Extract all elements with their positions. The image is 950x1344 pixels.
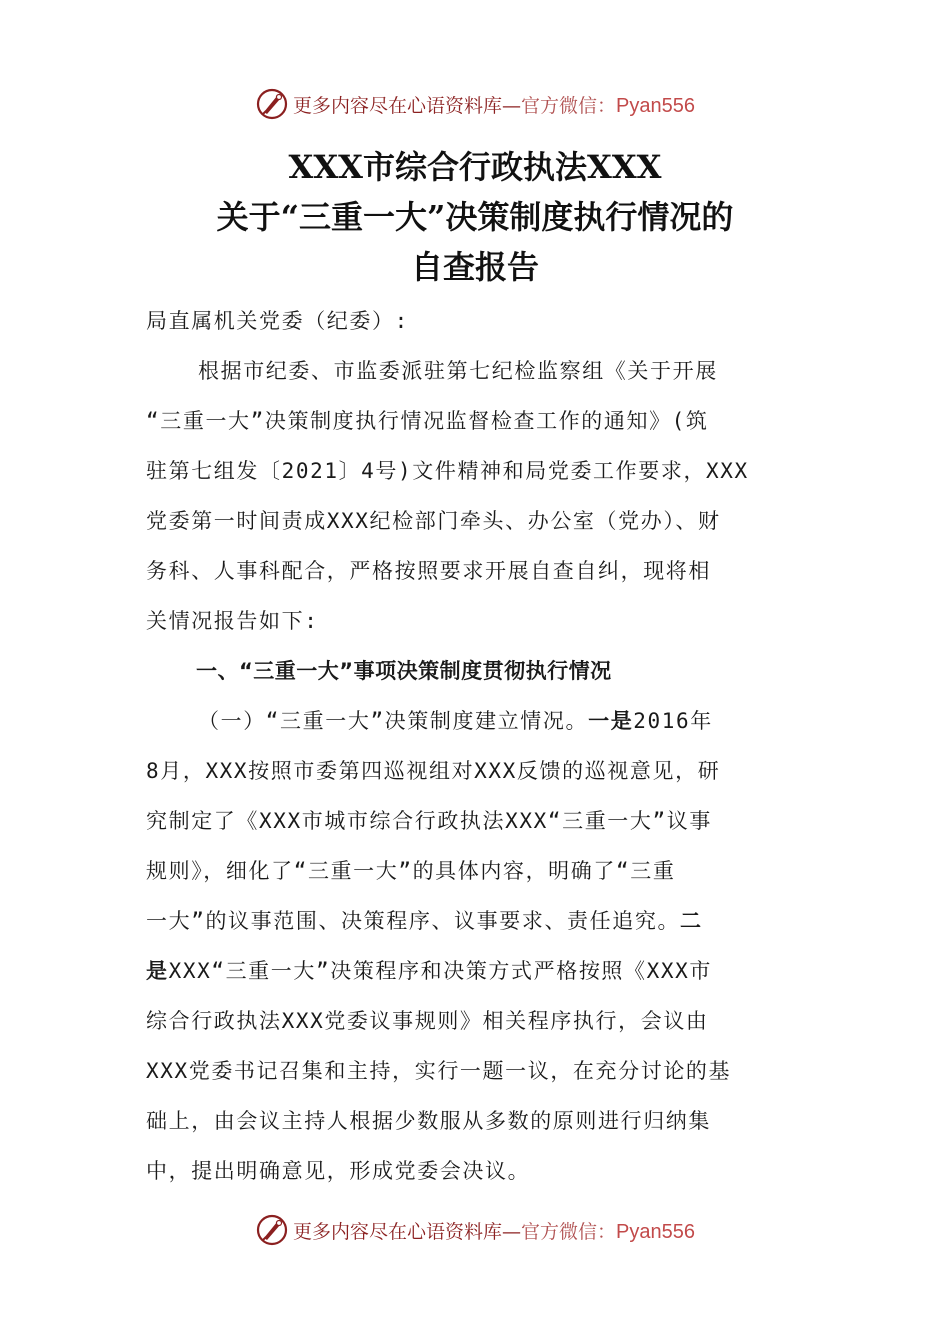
para1-line: 务科、人事科配合，严格按照要求开展自查自纠，现将相 <box>146 559 711 583</box>
quill-logo-icon <box>255 87 289 121</box>
salutation: 局直属机关党委（纪委）: <box>146 309 409 333</box>
watermark-bottom <box>0 1210 950 1250</box>
title-line-1: XXX市综合行政执法XXX <box>288 148 662 186</box>
para2-line: 是XXX“三重一大”决策程序和决策方式严格按照《XXX市 <box>146 959 712 983</box>
para1-line: “三重一大”决策制度执行情况监督检查工作的通知》(筑 <box>146 409 709 433</box>
para2-line: 础上，由会议主持人根据少数服从多数的原则进行归纳集 <box>146 1109 711 1133</box>
para1-line: 根据市纪委、市监委派驻第七纪检监察组《关于开展 <box>198 359 718 383</box>
para1-line: 党委第一时间责成XXX纪检部门牵头、办公室（党办）、财 <box>146 509 721 533</box>
title-line-3: 自查报告 <box>410 248 539 286</box>
document-title <box>0 142 950 292</box>
para1-line: 驻第七组发〔2021〕4号)文件精神和局党委工作要求，XXX <box>146 459 749 483</box>
watermark-text: 更多内容尽在心语资料库—官方微信：Pyan556 <box>293 94 695 117</box>
watermark-top <box>0 84 950 124</box>
para2-line: 综合行政执法XXX党委议事规则》相关程序执行，会议由 <box>146 1009 709 1033</box>
para2-line: XXX党委书记召集和主持，实行一题一议，在充分讨论的基 <box>146 1059 732 1083</box>
para2-line: 究制定了《XXX市城市综合行政执法XXX“三重一大”议事 <box>146 809 712 833</box>
para2-line: 规则》，细化了“三重一大”的具体内容，明确了“三重 <box>146 859 676 883</box>
watermark-text: 更多内容尽在心语资料库—官方微信：Pyan556 <box>293 1220 695 1243</box>
para2-line: 中，提出明确意见，形成党委会决议。 <box>146 1159 531 1183</box>
para2-line: 一大”的议事范围、决策程序、议事要求、责任追究。二 <box>146 909 703 933</box>
para1-line: 关情况报告如下: <box>146 609 319 633</box>
para2-line: （一）“三重一大”决策制度建立情况。一是2016年 <box>198 709 713 733</box>
para2-line: 8月，XXX按照市委第四巡视组对XXX反馈的巡视意见，研 <box>146 759 721 783</box>
section-heading: 一、“三重一大”事项决策制度贯彻执行情况 <box>196 659 612 683</box>
document-body <box>146 296 806 1196</box>
title-line-2: 关于“三重一大”决策制度执行情况的 <box>216 198 734 236</box>
quill-logo-icon <box>255 1213 289 1247</box>
